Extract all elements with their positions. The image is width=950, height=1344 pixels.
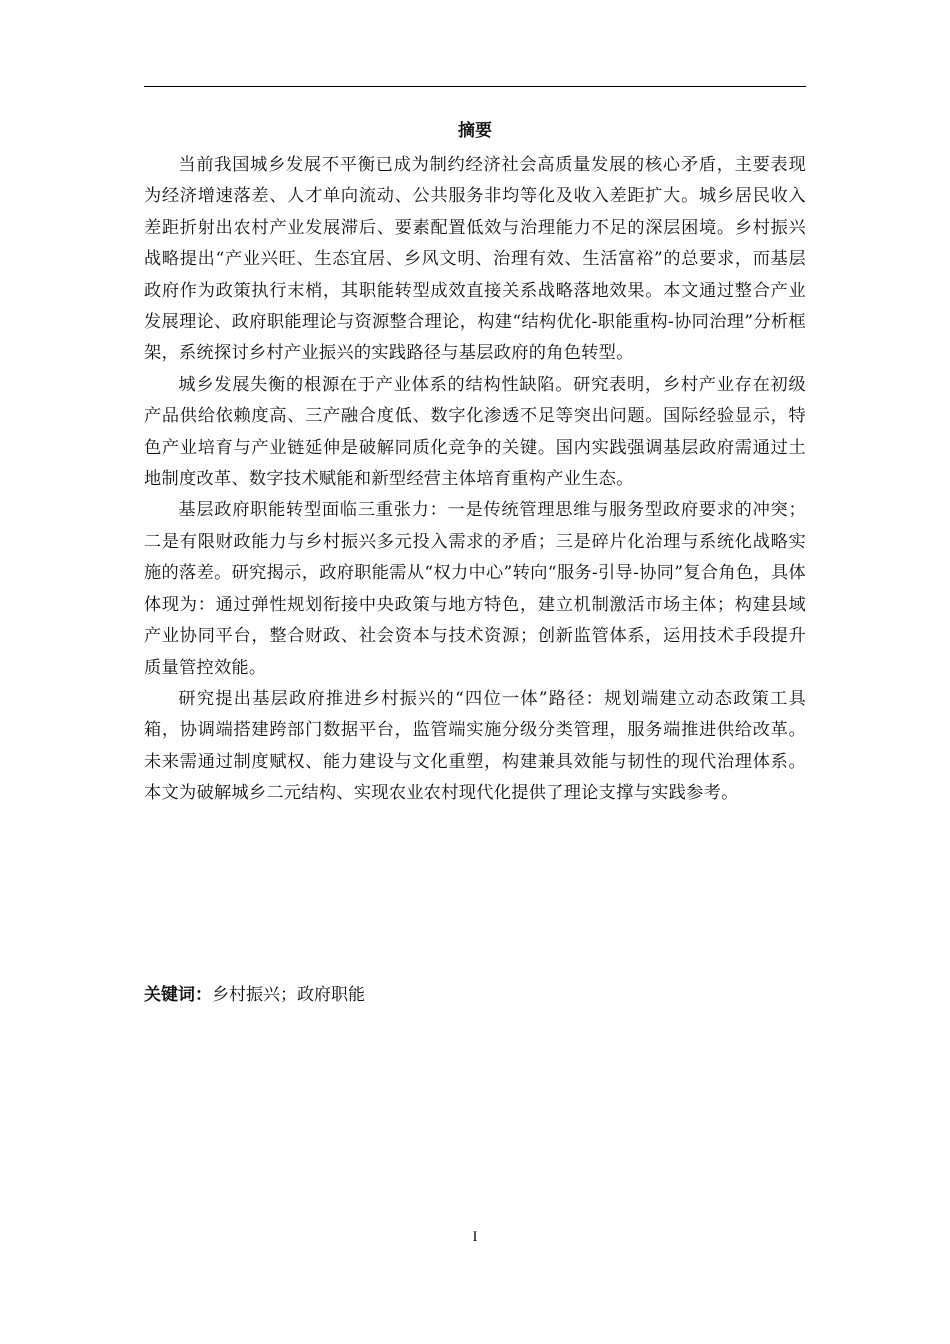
abstract-paragraph-1: 当前我国城乡发展不平衡已成为制约经济社会高质量发展的核心矛盾，主要表现为经济增速落差、人才单向流动、公共服务非均等化及收入差距扩大。城乡居民收入差距折射出农村产业发展滞后、要素配置低效与治理能力不足的深层困境。乡村振兴战略提出“产业兴旺、生态宜居、乡风文明、治理有效、生活富裕”的总要求，而基层政府作为政策执行末梢，其职能转型成效直接关系战略落地效果。本文通过整合产业发展理论、政府职能理论与资源整合理论，构建“结构优化-职能重构-协同治理”分析框架，系统探讨乡村产业振兴的实践路径与基层政府的角色转型。 xyxy=(144,155,806,364)
abstract-body xyxy=(144,150,806,810)
page-title: 摘要 xyxy=(458,121,492,141)
keywords-value: 乡村振兴；政府职能 xyxy=(212,985,365,1005)
abstract-paragraph-4: 研究提出基层政府推进乡村振兴的“四位一体”路径：规划端建立动态政策工具箱，协调端搭建跨部门数据平台，监管端实施分级分类管理，服务端推进供给改革。未来需通过制度赋权、能力建设与文化重塑，构建兼具效能与韧性的现代治理体系。本文为破解城乡二元结构、实现农业农村现代化提供了理论支撑与实践参考。 xyxy=(144,688,806,804)
header-rule xyxy=(144,86,806,87)
page-number: I xyxy=(472,1229,478,1245)
abstract-paragraph-2: 城乡发展失衡的根源在于产业体系的结构性缺陷。研究表明，乡村产业存在初级产品供给依赖度高、三产融合度低、数字化渗透不足等突出问题。国际经验显示，特色产业培育与产业链延伸是破解同质化竞争的关键。国内实践强调基层政府需通过土地制度改革、数字技术赋能和新型经营主体培育重构产业生态。 xyxy=(144,374,806,490)
keywords-label: 关键词： xyxy=(144,985,212,1005)
abstract-paragraph-3: 基层政府职能转型面临三重张力：一是传统管理思维与服务型政府要求的冲突；二是有限财政能力与乡村振兴多元投入需求的矛盾；三是碎片化治理与系统化战略实施的落差。研究揭示，政府职能需从“权力中心”转向“服务-引导-协同”复合角色，具体体现为：通过弹性规划衔接中央政策与地方特色，建立机制激活市场主体；构建县域产业协同平台，整合财政、社会资本与技术资源；创新监管体系，运用技术手段提升质量管控效能。 xyxy=(144,500,806,678)
keywords-line xyxy=(144,983,365,1007)
